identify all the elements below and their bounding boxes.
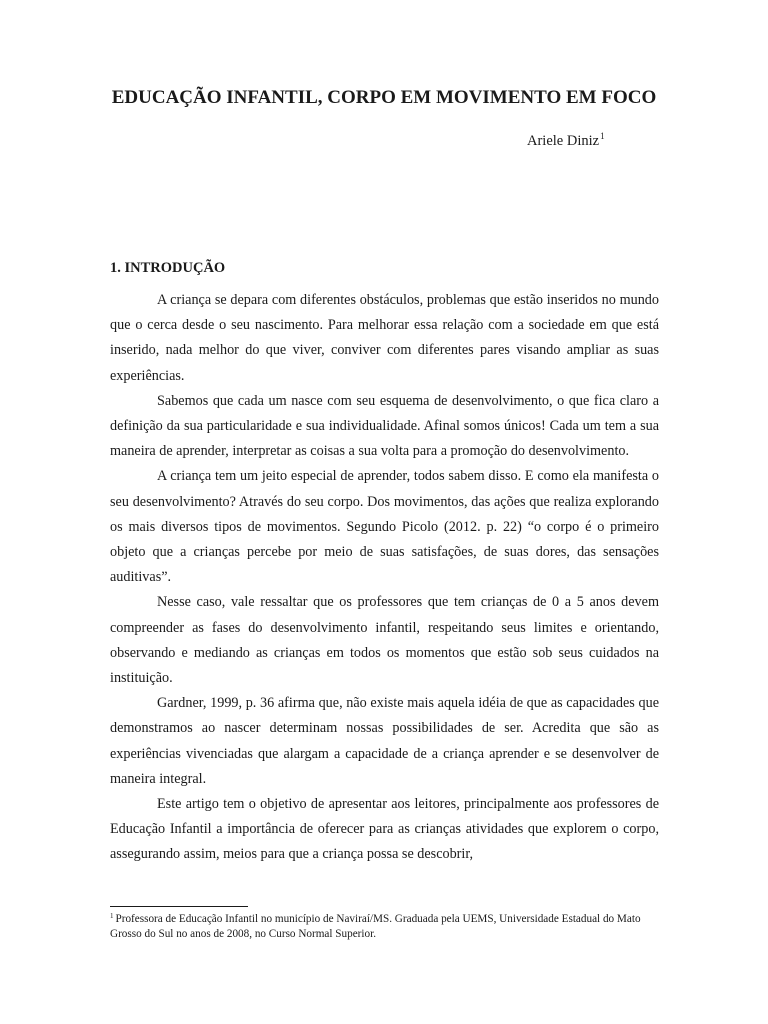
author-line: [527, 131, 605, 150]
author-name: Ariele Diniz: [527, 133, 600, 149]
paragraph: Sabemos que cada um nasce com seu esquema de desenvolvimento, o que fica claro a definição da sua particularidade e sua individualidade. Afinal somos únicos! Cada um tem a sua maneira de aprender, interpretar as coisas a sua volta para a promoção do desenvolvimento.: [110, 392, 659, 460]
footnote-divider: [110, 906, 248, 907]
section-heading: 1. INTRODUÇÃO: [110, 260, 226, 276]
paragraph: Nesse caso, vale ressaltar que os professores que tem crianças de 0 a 5 anos devem compreender as fases do desenvolvimento infantil, respeitando seus limites e orientando, observando e mediando as crianças em todos os momentos que estão sob seus cuidados na instituição.: [110, 594, 659, 687]
footnote: [110, 909, 650, 942]
body-text: [110, 288, 659, 868]
document-title: EDUCAÇÃO INFANTIL, CORPO EM MOVIMENTO EM FOCO: [111, 87, 657, 108]
paragraph: Gardner, 1999, p. 36 afirma que, não existe mais aquela idéia de que as capacidades que demonstramos ao nascer determinam nossas possibilidades de ser. Acredita que são as experiências vivenciadas que alargam a capacidade de a criança aprender e se desenvolver de maneira integral.: [110, 695, 659, 787]
footnote-marker: 1: [110, 912, 114, 920]
footnote-text: Professora de Educação Infantil no município de Naviraí/MS. Graduada pela UEMS, Universidade Estadual do Mato Grosso do Sul no anos de 2008, no Curso Normal Superior.: [110, 913, 641, 940]
paragraph: A criança tem um jeito especial de aprender, todos sabem disso. E como ela manifesta o seu desenvolvimento? Através do seu corpo. Dos movimentos, das ações que realiza explorando os mais diversos tipos de movimentos. Segundo Picolo (2012. p. 22) “o corpo é o primeiro objeto que a crianças percebe por meio de suas satisfações, de suas dores, das sensações auditivas”.: [110, 468, 659, 586]
paragraph: Este artigo tem o objetivo de apresentar aos leitores, principalmente aos professores de Educação Infantil a importância de oferecer para as crianças atividades que explorem o corpo, assegurando assim, meios para que a criança possa se descobrir,: [110, 796, 659, 863]
author-footnote-marker[interactable]: 1: [600, 131, 605, 141]
paragraph: A criança se depara com diferentes obstáculos, problemas que estão inseridos no mundo que o cerca desde o seu nascimento. Para melhorar essa relação com a sociedade em que está inserido, nada melhor do que viver, conviver com diferentes pares visando ampliar as suas experiências.: [110, 292, 659, 384]
